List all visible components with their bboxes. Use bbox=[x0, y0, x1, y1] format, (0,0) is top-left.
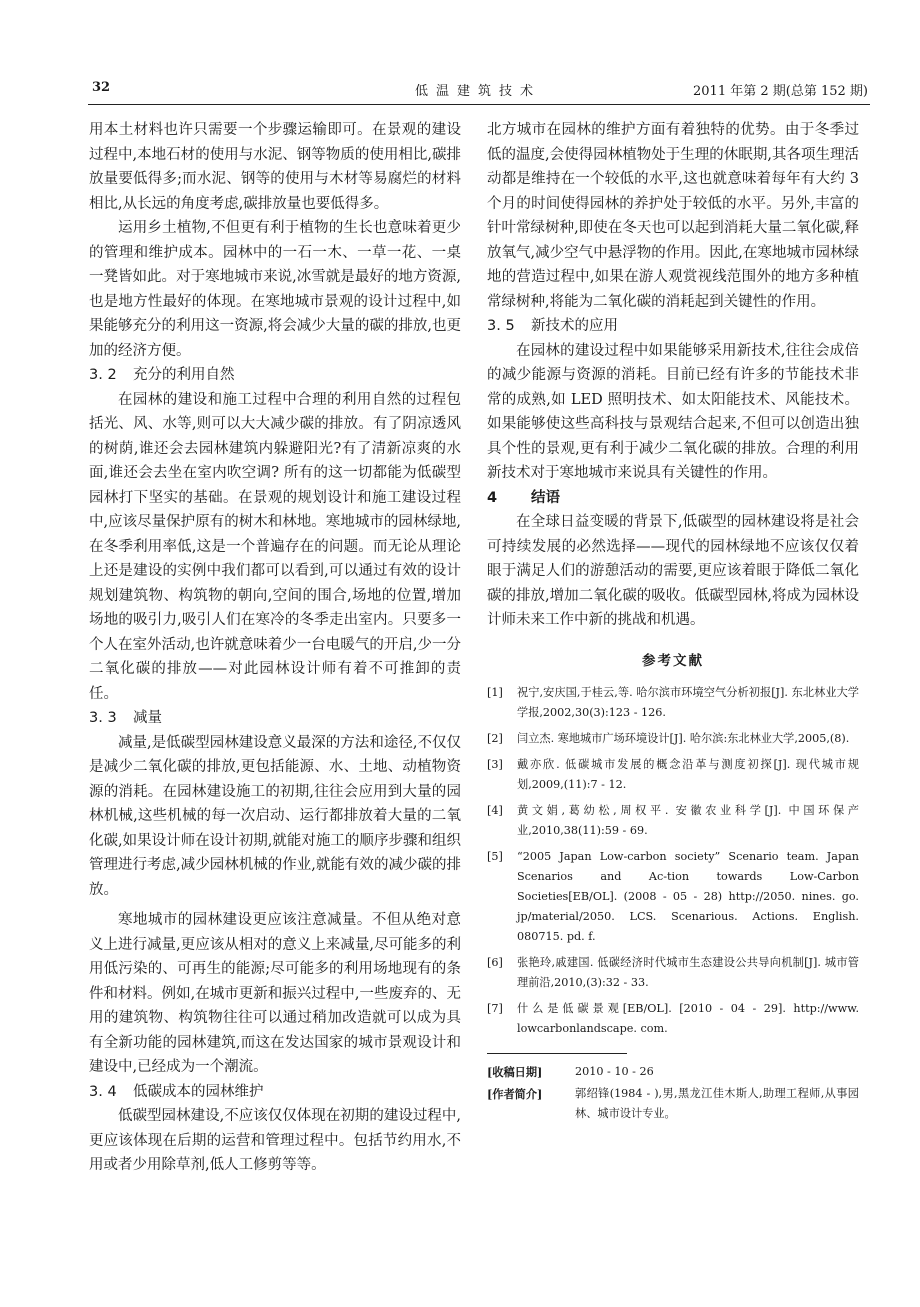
reference-text: 什么是低碳景观[EB/OL]. [2010 - 04 - 29]. http://www. lowcarbonlandscape. com. bbox=[517, 1002, 859, 1035]
reference-number: [2] bbox=[487, 732, 503, 745]
body-paragraph: 在全球日益变暖的背景下,低碳型的园林建设将是社会可持续发展的必然选择——现代的园林绿地不应该仅仅着眼于满足人们的游憩活动的需要,更应该着眼于降低二氧化碳的排放,增加二氧化碳的吸收。低碳型园林,将成为园林设计师未来工作中新的挑战和机遇。 bbox=[487, 514, 859, 628]
running-header bbox=[88, 78, 868, 102]
reference-text: 黄文娟,葛幼松,周权平. 安徽农业科学[J]. 中国环保产业,2010,38(11):59 - 69. bbox=[517, 804, 859, 837]
reference-item bbox=[487, 847, 859, 947]
body-paragraph: 在园林的建设过程中如果能够采用新技术,往往会成倍的减少能源与资源的消耗。目前已经有许多的节能技术非常的成熟,如 LED 照明技术、如太阳能技术、风能技术。如果能够使这些高科技与景观结合起来,不但可以创造出独具个性的景观,更有利于减少二氧化碳的排放。合理的利用新技术对于寒地城市来说具有关键性的作用。 bbox=[487, 342, 859, 481]
section-heading-3-5 bbox=[487, 314, 859, 339]
body-paragraph: 减量,是低碳型园林建设意义最深的方法和途径,不仅仅是减少二氧化碳的排放,更包括能源、水、土地、动植物资源的消耗。在园林建设施工的初期,往往会应用到大量的园林机械,这些机械的每一次启动、运行都排放着大量的二氧化碳,如果设计师在设计初期,就能对施工的顺序步骤和组织管理进行考虑,减少园林机械的作业,就能有效的减少碳的排放。 bbox=[89, 734, 461, 898]
body-paragraph: 用本土材料也许只需要一个步骤运输即可。在景观的建设过程中,本地石材的使用与水泥、钢等物质的使用相比,碳排放量要低得多;而水泥、钢等的使用与木材等易腐烂的材料相比,从长远的角度考虑,碳排放量也要低得多。 bbox=[89, 122, 461, 212]
body-paragraph: 运用乡土植物,不但更有利于植物的生长也意味着更少的管理和维护成本。园林中的一石一木、一草一花、一桌一凳皆如此。对于寒地城市来说,冰雪就是最好的地方资源,也是地方性最好的体现。在寒地城市景观的设计过程中,如果能够充分的利用这一资源,将会减少大量的碳的排放,也更加的经济方便。 bbox=[89, 220, 461, 359]
reference-text: 闫立杰. 寒地城市广场环境设计[J]. 哈尔滨:东北林业大学,2005,(8). bbox=[517, 732, 850, 745]
section-title: 结语 bbox=[531, 489, 560, 506]
left-column bbox=[89, 118, 461, 1178]
reference-list bbox=[487, 683, 859, 1039]
body-paragraph: 北方城市在园林的维护方面有着独特的优势。由于冬季过低的温度,会使得园林植物处于生理的休眠期,其各项生理活动都是维持在一个较低的水平,这也就意味着每年有大约 3 个月的时间使得园林的养护处于较低的水平。另外,丰富的针叶常绿树种,即使在冬天也可以起到消耗大量二氧化碳,释放氧气,减少空气中悬浮物的作用。因此,在寒地城市园林绿地的营造过程中,如果在游人观赏视线范围外的地方多种植常绿树种,将能为二氧化碳的消耗起到关键性的作用。 bbox=[487, 122, 859, 310]
section-heading-4 bbox=[487, 486, 859, 511]
reference-text: “2005 Japan Low-carbon society” Scenario team. Japan Scenarios and Ac-tion towards Low-Carbon Societies[EB/OL]. (2008 - 05 - 28) http://2050. nines. go. jp/material/2050. LCS. Scenarious. Actions. English. 080715. pd. f. bbox=[517, 850, 859, 943]
author-bio-row bbox=[487, 1084, 859, 1124]
reference-number: [6] bbox=[487, 956, 503, 969]
reference-number: [5] bbox=[487, 850, 503, 863]
section-number: 4 bbox=[487, 489, 498, 506]
section-number: 3. 2 bbox=[89, 367, 117, 383]
author-value: 郭绍锋(1984 - ),男,黑龙江佳木斯人,助理工程师,从事园林、城市设计专业。 bbox=[575, 1087, 859, 1120]
reference-item bbox=[487, 801, 859, 841]
reference-number: [1] bbox=[487, 686, 503, 699]
reference-number: [4] bbox=[487, 804, 503, 817]
reference-text: 张艳玲,戚建国. 低碳经济时代城市生态建设公共导向机制[J]. 城市管理前沿,2010,(3):32 - 33. bbox=[517, 956, 859, 989]
section-number: 3. 3 bbox=[89, 710, 117, 726]
reference-number: [3] bbox=[487, 758, 503, 771]
reference-item bbox=[487, 683, 859, 723]
reference-item bbox=[487, 729, 859, 749]
section-heading-3-4 bbox=[89, 1080, 461, 1105]
body-paragraph: 低碳型园林建设,不应该仅仅体现在初期的建设过程中,更应该体现在后期的运营和管理过程中。包括节约用水,不用或者少用除草剂,低人工修剪等等。 bbox=[89, 1108, 461, 1173]
section-heading-3-3 bbox=[89, 706, 461, 731]
issue-info: 2011 年第 2 期(总第 152 期) bbox=[693, 84, 868, 99]
section-title: 减量 bbox=[133, 710, 162, 726]
body-paragraph: 寒地城市的园林建设更应该注意减量。不但从绝对意义上进行减量,更应该从相对的意义上来减量,尽可能多的利用低污染的、可再生的能源;尽可能多的利用场地现有的条件和材料。例如,在城市更新和振兴过程中,一些废弃的、无用的建筑物、构筑物往往可以通过稍加改造就可以成为具有全新功能的园林建筑,而这在发达国家的城市景观设计和建设中,已经成为一个潮流。 bbox=[89, 912, 461, 1075]
received-value: 2010 - 10 - 26 bbox=[575, 1065, 654, 1078]
references-title: 参考文献 bbox=[642, 652, 704, 669]
reference-text: 祝宁,安庆国,于桂云,等. 哈尔滨市环境空气分析初报[J]. 东北林业大学学报,2002,30(3):123 - 126. bbox=[517, 686, 859, 719]
received-date-row bbox=[487, 1062, 859, 1082]
section-title: 新技术的应用 bbox=[531, 318, 618, 334]
section-heading-3-2 bbox=[89, 363, 461, 388]
received-label: [收稿日期] bbox=[487, 1065, 543, 1079]
right-column bbox=[487, 118, 859, 1126]
footnote-rule bbox=[487, 1053, 627, 1054]
section-number: 3. 5 bbox=[487, 318, 515, 334]
article-metadata bbox=[487, 1062, 859, 1124]
reference-item bbox=[487, 953, 859, 993]
header-rule bbox=[88, 104, 870, 105]
page-number: 32 bbox=[92, 80, 111, 95]
reference-number: [7] bbox=[487, 1002, 503, 1015]
author-label: [作者简介] bbox=[487, 1087, 543, 1101]
journal-title: 低温建筑技术 bbox=[414, 84, 541, 99]
section-title: 充分的利用自然 bbox=[133, 367, 235, 383]
section-number: 3. 4 bbox=[89, 1083, 117, 1100]
reference-text: 戴亦欣. 低碳城市发展的概念沿革与测度初探[J]. 现代城市规划,2009,(11):7 - 12. bbox=[517, 758, 859, 791]
body-paragraph: 在园林的建设和施工过程中合理的利用自然的过程包括光、风、水等,则可以大大减少碳的排放。有了阴凉透风的树荫,谁还会去园林建筑内躲避阳光?有了清新凉爽的水面,谁还会去坐在室内吹空调? 所有的这一切都能为低碳型园林打下坚实的基础。在景观的规划设计和施工建设过程中,应该尽量保护原有的树木和林地。寒地城市的园林绿地,在冬季利用率低,这是一个普遍存在的问题。而无论从理论上还是建设的实例中我们都可以看到,可以通过有效的设计规划建筑物、构筑物的朝向,空间的围合,场地的位置,增加场地的吸引力,吸引人们在寒冷的冬季走出室内。只要多一个人在室外活动,也许就意味着少一台电暖气的开启,少一分二氧化碳的排放——对此园林设计师有着不可推卸的责任。 bbox=[89, 391, 461, 702]
reference-item bbox=[487, 755, 859, 795]
section-title: 低碳成本的园林维护 bbox=[133, 1083, 264, 1100]
reference-item bbox=[487, 999, 859, 1039]
